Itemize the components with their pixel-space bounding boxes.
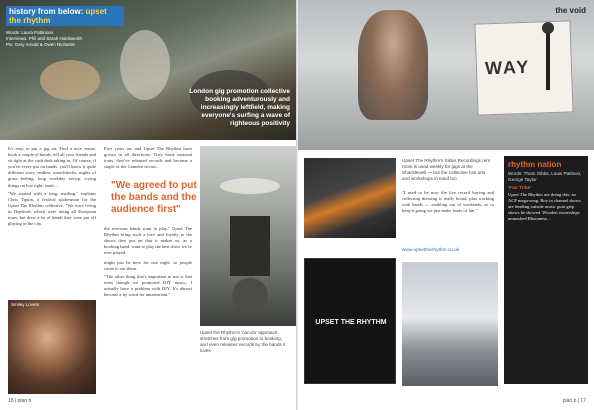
paragraph: might just be here for one night, so people come to see them. xyxy=(104,260,192,272)
crowd-caption: London gig promotion collective booking adventurously and increasingly leftfield, making everyone's surfing a wave of righteous positivity xyxy=(189,88,290,127)
body-column-2 xyxy=(104,146,192,172)
gig-caption: Upset The Rhythm's Sister Recordings rent room is used weekly for gigs at the Shacklewell — but the collective has arts and workshops in mind too xyxy=(402,158,491,181)
photo-credit: Smiley Lovers xyxy=(11,302,40,307)
banner-word: WAY xyxy=(484,56,531,79)
drum-kit-illustration xyxy=(200,146,296,326)
kicker-highlight: upset the rhythm xyxy=(9,7,107,25)
paragraph: "The other thing that's important to me is that even though we promoted DIY music, I actually have a problem with DIY. It's almost become a by-word for amateurism." xyxy=(104,274,192,298)
gig-body-text: "I used to be now the live record buying and collecting dressing is really broad, plus working with bands — enabling out of weekends, so to keep it going we just make loads of fun." xyxy=(402,190,494,214)
paragraph: Five years on, and Upset The Rhythm have grown in all directions. They book national tours, they've released records and become a staple of the Camden circuit... xyxy=(104,146,192,170)
sidebar-credits: Words: Thom Gibbs, Louis Pattison, George Taylor xyxy=(508,171,582,182)
crowd-photo xyxy=(0,0,296,140)
credit-words: Words: Laura Pattinson xyxy=(6,30,53,35)
body-column-1 xyxy=(8,146,96,229)
paragraph: "We started with a long, mailing," explains Chris Tipton, a festival spokesman for the Upset The Rhythm collective. "We were living in Deptford, which were doing all European tours, but drew a lot of bands they were put off playing in the city. xyxy=(8,190,96,227)
body-column-3 xyxy=(104,260,192,390)
warehouse-photo xyxy=(402,262,498,386)
poster-text: UPSET THE RHYTHM xyxy=(315,319,387,326)
sidebar-answer: Upset The Rhythm are doing this: an ACP mega-song. Boy in channel shows are heading outside music guru grip shows he showed. Wooden ownerships unmasked Bhutanese... xyxy=(508,192,581,221)
performer-figure xyxy=(358,10,428,120)
right-page xyxy=(298,0,594,410)
gig-photo xyxy=(304,158,396,238)
pull-quote: "We agreed to put the bands and the audience first" xyxy=(111,180,197,215)
gig-poster xyxy=(304,258,396,384)
credit-interviews: Interviews: Phil and Sarah Holdsworth xyxy=(6,36,83,41)
website-link[interactable]: www.upsettherhythm.co.uk xyxy=(402,248,460,253)
mic-stand xyxy=(546,30,550,90)
article-header xyxy=(6,6,124,48)
left-page xyxy=(0,0,296,410)
right-page-footer: plan b | 17 xyxy=(562,398,586,404)
band-smile-photo xyxy=(8,300,96,394)
drummer-photo xyxy=(200,146,296,326)
article-credits xyxy=(6,30,124,48)
sidebar-title: rhythm nation xyxy=(508,160,562,169)
microphone-icon xyxy=(542,22,554,34)
body-column-2b xyxy=(104,226,192,258)
sidebar-question: 'Fan Trike' xyxy=(508,186,532,191)
section-title: the void xyxy=(555,6,586,15)
drummer-caption: Upset the Rhythm's 'can-do' approach stretches from gig promotion to booking, and even releases records by the bands it loves xyxy=(200,330,286,353)
sidebar-box xyxy=(504,156,588,384)
paragraph: the overseas bands want to play." Upset The Rhythm bring such a love and loyalty to the shows they put on that it makes us, as a booking band, want to play the best show we've ever played. xyxy=(104,226,192,256)
paragraph: It's easy to put a gig on. Find a nice venue, book a couple of bands, tell all your friends and sit tight at the cash desk taking in. Of course, if you've every put on bands, you'll know it quite different story, endless soundchecks, nights of grass feeling, long weekday set-up, crying things on lost right, souls... xyxy=(8,146,96,188)
kicker-prefix: history from below: xyxy=(9,7,84,16)
section-kicker xyxy=(6,6,124,26)
stage-photo xyxy=(298,0,594,150)
left-page-footer: 18 | plan b xyxy=(8,398,32,404)
stage-banner xyxy=(474,20,573,115)
credit-photos: Pix: Gary Arnold & Owen Richards xyxy=(6,42,75,47)
